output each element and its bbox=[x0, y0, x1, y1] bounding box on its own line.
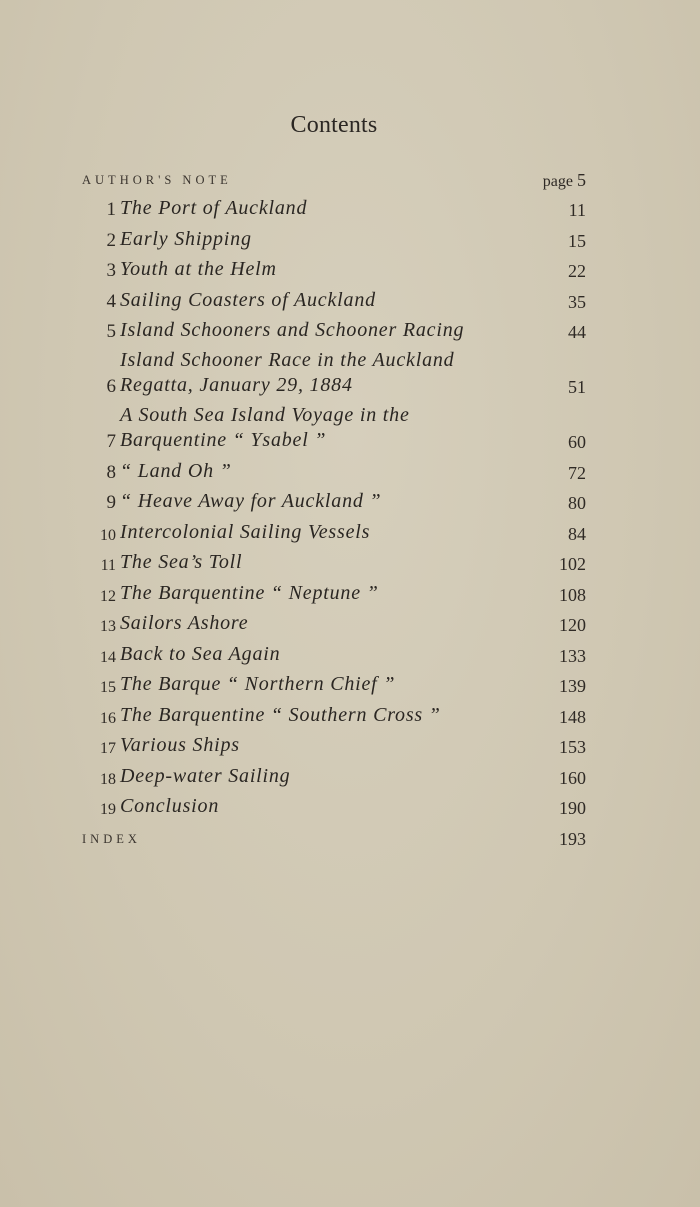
index-label: INDEX bbox=[82, 831, 141, 846]
chapter-number: 11 bbox=[100, 557, 116, 574]
chapter-title: Conclusion bbox=[120, 795, 220, 817]
toc-chapter-row bbox=[82, 282, 586, 313]
toc-chapter-row bbox=[82, 514, 586, 545]
chapter-number: 18 bbox=[100, 770, 116, 788]
front-matter-page-number: 5 bbox=[577, 169, 586, 190]
chapter-number: 10 bbox=[100, 526, 116, 544]
index-page-number: 193 bbox=[559, 828, 586, 849]
toc-chapter-row bbox=[82, 636, 586, 667]
toc-chapter-row bbox=[82, 667, 586, 698]
chapter-number: 9 bbox=[106, 492, 116, 513]
toc-chapter-row bbox=[82, 191, 586, 222]
chapter-number: 6 bbox=[106, 376, 116, 397]
chapter-list bbox=[82, 191, 586, 820]
toc-chapter-row bbox=[82, 343, 586, 398]
page-word: page bbox=[542, 172, 573, 190]
chapter-page-number: 15 bbox=[568, 230, 586, 251]
chapter-page-number: 22 bbox=[568, 261, 586, 281]
chapter-title: Early Shipping bbox=[120, 227, 252, 250]
chapter-title: “ Heave Away for Auckland ” bbox=[120, 490, 382, 512]
chapter-title: The Barque “ Northern Chief ” bbox=[120, 673, 396, 695]
toc-chapter-row bbox=[82, 697, 586, 728]
toc-chapter-row bbox=[82, 758, 586, 789]
chapter-number: 14 bbox=[100, 648, 116, 666]
chapter-title: A South Sea Island Voyage in the Barquentine “ Ysabel ” bbox=[120, 404, 410, 451]
chapter-number: 2 bbox=[106, 229, 116, 251]
chapter-title: Youth at the Helm bbox=[120, 258, 277, 280]
chapter-title: “ Land Oh ” bbox=[120, 459, 232, 482]
chapter-page-number: 139 bbox=[559, 676, 586, 696]
chapter-page-number: 108 bbox=[559, 584, 586, 605]
toc-chapter-row bbox=[82, 606, 586, 637]
chapter-title: Island Schooner Race in the Auckland Regatta, January 29, 1884 bbox=[120, 349, 455, 396]
chapter-page-number: 160 bbox=[559, 767, 586, 788]
front-matter-page bbox=[526, 170, 586, 191]
table-of-contents bbox=[82, 160, 586, 850]
chapter-title: The Port of Auckland bbox=[120, 197, 308, 219]
chapter-page-number: 84 bbox=[568, 523, 586, 544]
chapter-number: 8 bbox=[106, 461, 116, 483]
toc-chapter-row bbox=[82, 252, 586, 283]
chapter-page-number: 80 bbox=[568, 493, 586, 513]
chapter-number: 16 bbox=[100, 709, 116, 727]
chapter-title: Sailors Ashore bbox=[120, 612, 249, 634]
chapter-page-number: 102 bbox=[559, 554, 586, 574]
chapter-page-number: 153 bbox=[559, 737, 586, 757]
chapter-number: 5 bbox=[106, 321, 116, 342]
front-matter-label: AUTHOR'S NOTE bbox=[82, 172, 232, 187]
chapter-page-number: 120 bbox=[559, 615, 586, 635]
toc-index-row bbox=[82, 819, 586, 850]
chapter-title: The Barquentine “ Southern Cross ” bbox=[120, 703, 441, 726]
chapter-page-number: 190 bbox=[559, 798, 586, 818]
chapter-title: Back to Sea Again bbox=[120, 642, 281, 665]
toc-front-matter-row bbox=[82, 160, 586, 191]
toc-chapter-row bbox=[82, 313, 586, 344]
toc-chapter-row bbox=[82, 398, 586, 453]
toc-chapter-row bbox=[82, 484, 586, 515]
chapter-page-number: 60 bbox=[568, 432, 586, 452]
chapter-number: 12 bbox=[100, 587, 116, 605]
toc-chapter-row bbox=[82, 221, 586, 252]
chapter-number: 3 bbox=[106, 260, 116, 281]
chapter-page-number: 133 bbox=[559, 645, 586, 666]
chapter-title: Intercolonial Sailing Vessels bbox=[120, 520, 371, 543]
toc-chapter-row bbox=[82, 789, 586, 820]
toc-chapter-row bbox=[82, 545, 586, 576]
chapter-title: The Sea’s Toll bbox=[120, 551, 243, 573]
chapter-page-number: 35 bbox=[568, 291, 586, 312]
chapter-number: 4 bbox=[106, 290, 116, 312]
chapter-page-number: 44 bbox=[568, 322, 586, 342]
chapter-number: 13 bbox=[100, 618, 116, 635]
chapter-page-number: 148 bbox=[559, 706, 586, 727]
chapter-number: 19 bbox=[100, 801, 116, 818]
chapter-page-number: 51 bbox=[568, 377, 586, 397]
toc-chapter-row bbox=[82, 575, 586, 606]
chapter-page-number: 72 bbox=[568, 462, 586, 483]
chapter-page-number: 11 bbox=[568, 200, 586, 220]
chapter-number: 15 bbox=[100, 679, 116, 696]
chapter-number: 7 bbox=[106, 431, 116, 452]
toc-chapter-row bbox=[82, 453, 586, 484]
toc-chapter-row bbox=[82, 728, 586, 759]
chapter-title: Island Schooners and Schooner Racing bbox=[120, 319, 465, 341]
chapter-number: 17 bbox=[100, 740, 116, 757]
chapter-title: The Barquentine “ Neptune ” bbox=[120, 581, 379, 604]
chapter-title: Sailing Coasters of Auckland bbox=[120, 288, 376, 311]
chapter-title: Deep-water Sailing bbox=[120, 764, 291, 787]
chapter-title: Various Ships bbox=[120, 734, 240, 756]
page-title: Contents bbox=[290, 112, 378, 138]
chapter-number: 1 bbox=[106, 199, 116, 220]
